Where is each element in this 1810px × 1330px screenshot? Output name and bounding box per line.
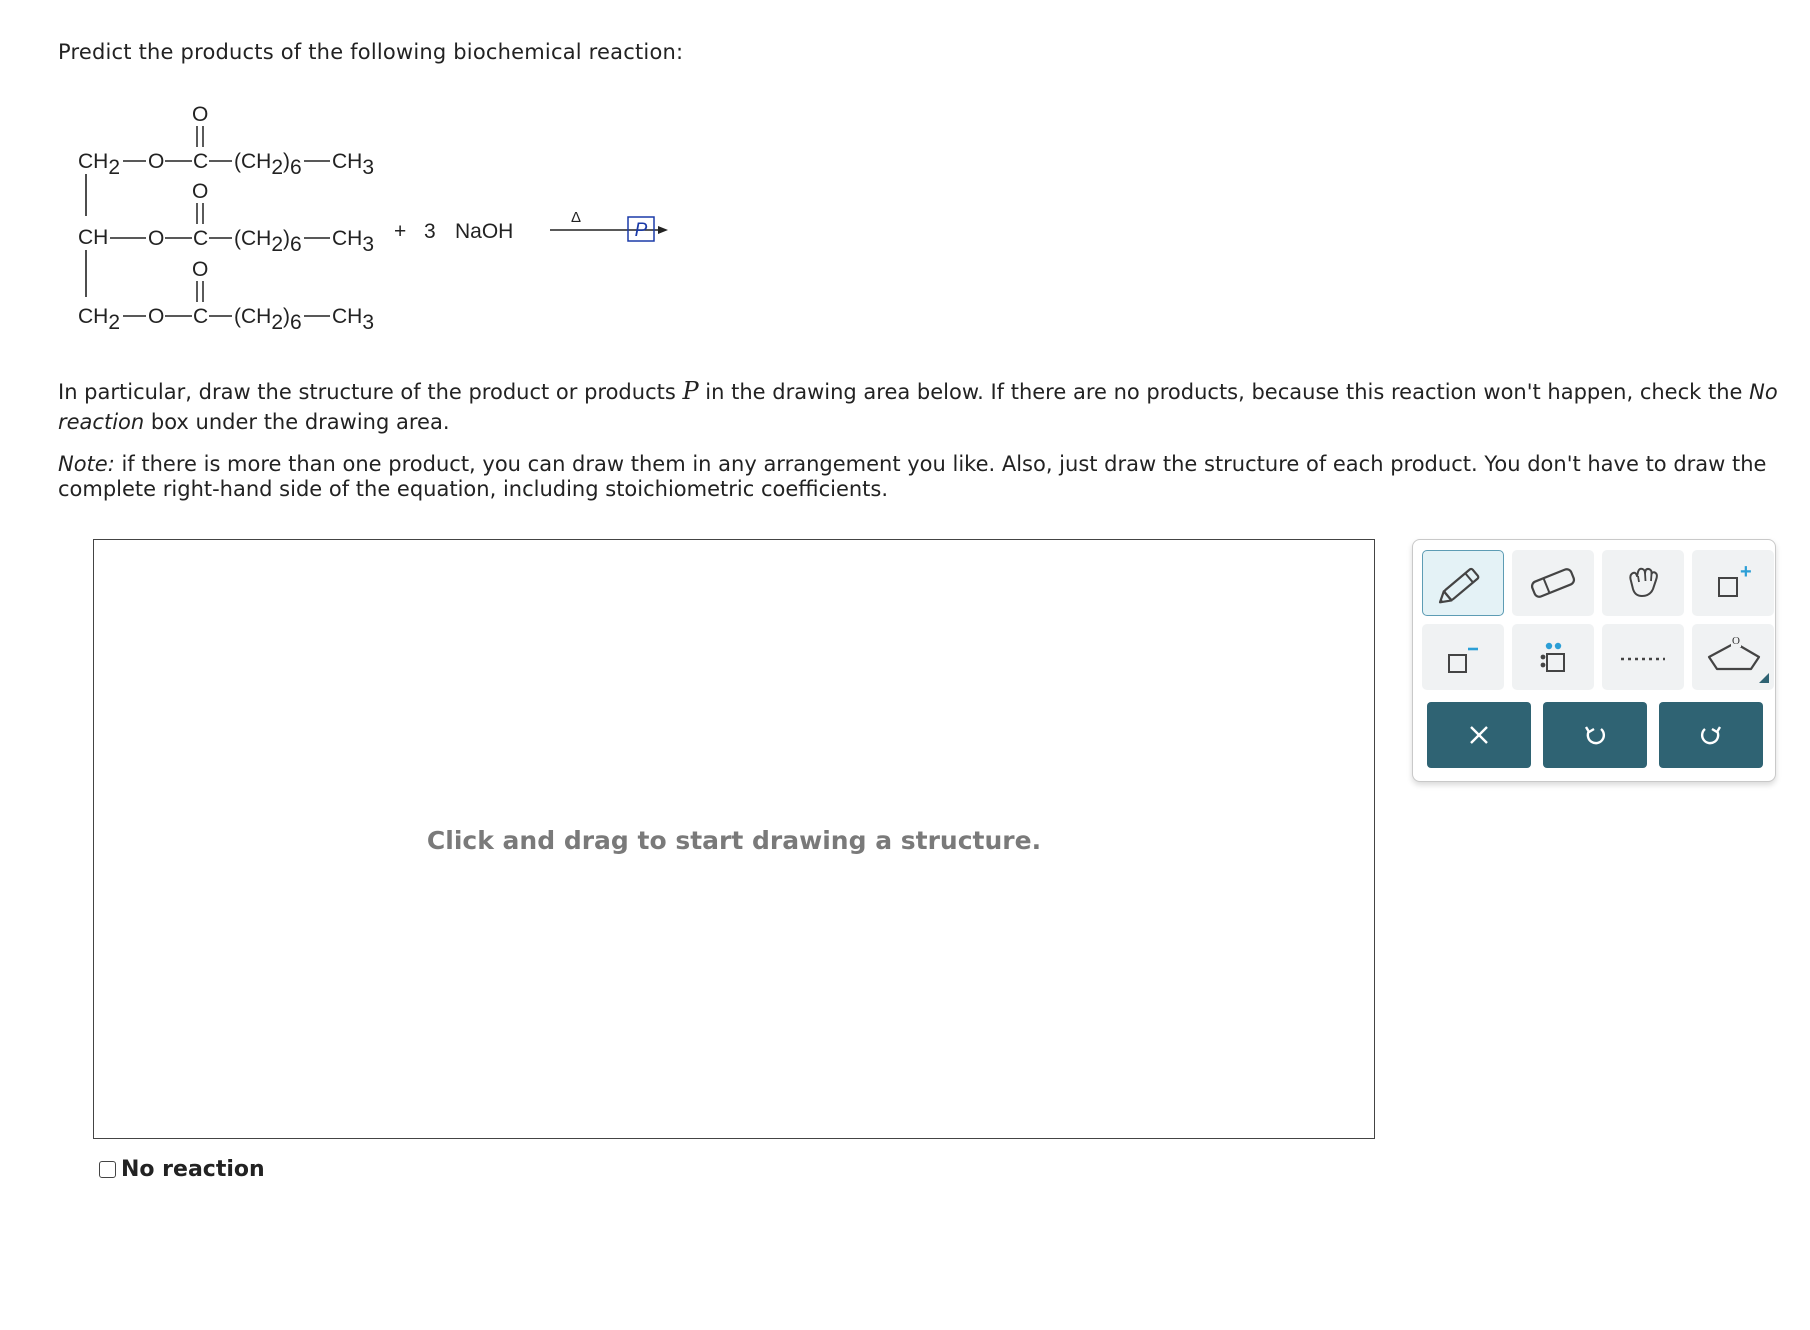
question-prompt: Predict the products of the following biochemical reaction: bbox=[58, 40, 684, 64]
reaction-svg bbox=[60, 90, 760, 350]
row2-ch: CH bbox=[78, 226, 109, 249]
eraser-tool[interactable] bbox=[1512, 550, 1594, 616]
lone-pair-icon bbox=[1531, 635, 1575, 679]
positive-charge-tool[interactable] bbox=[1692, 550, 1774, 616]
eraser-icon bbox=[1528, 563, 1578, 603]
product-label: P bbox=[634, 220, 648, 241]
product-variable: P bbox=[682, 377, 699, 405]
no-reaction-option[interactable] bbox=[99, 1157, 265, 1182]
product-box bbox=[628, 217, 654, 241]
reagent-naoh: NaOH bbox=[455, 220, 514, 243]
ring-template-tool[interactable] bbox=[1692, 624, 1774, 690]
row3-o: O bbox=[148, 305, 165, 328]
clear-button[interactable] bbox=[1427, 702, 1531, 768]
reaction-scheme bbox=[60, 90, 760, 350]
undo-icon bbox=[1581, 721, 1609, 749]
row2-c: C bbox=[193, 227, 209, 250]
dotted-bond-tool[interactable] bbox=[1602, 624, 1684, 690]
reactant-row-3 bbox=[78, 258, 374, 334]
drawing-canvas[interactable] bbox=[93, 539, 1375, 1139]
row2-o: O bbox=[148, 227, 165, 250]
hand-tool[interactable] bbox=[1602, 550, 1684, 616]
row3-terminal: CH3 bbox=[332, 305, 375, 334]
clear-icon bbox=[1466, 722, 1492, 748]
positive-charge-icon bbox=[1711, 561, 1755, 605]
negative-charge-tool[interactable] bbox=[1422, 624, 1504, 690]
plus-sign: + bbox=[394, 220, 407, 243]
canvas-hint: Click and drag to start drawing a structure. bbox=[426, 826, 1042, 855]
row2-terminal: CH3 bbox=[332, 227, 375, 256]
pencil-icon bbox=[1437, 561, 1489, 605]
heat-condition: Δ bbox=[571, 209, 582, 226]
drawing-toolbar bbox=[1412, 539, 1776, 782]
redo-icon bbox=[1697, 721, 1725, 749]
undo-button[interactable] bbox=[1543, 702, 1647, 768]
row1-chain: (CH2)6 bbox=[234, 150, 302, 179]
lone-pair-tool[interactable] bbox=[1512, 624, 1594, 690]
row3-chain: (CH2)6 bbox=[234, 305, 302, 334]
row2-chain: (CH2)6 bbox=[234, 227, 302, 256]
dotted-bond-icon bbox=[1617, 635, 1669, 679]
row2-carbonyl-o: O bbox=[192, 180, 209, 203]
row1-o: O bbox=[148, 150, 165, 173]
redo-button[interactable] bbox=[1659, 702, 1763, 768]
row1-terminal: CH3 bbox=[332, 150, 375, 179]
instructions-paragraph: In particular, draw the structure of the product or products P in the drawing area below. If there are no products, because this reaction won't happen, check the No reaction box under the drawing area. bbox=[58, 377, 1778, 434]
reactant-row-1 bbox=[78, 103, 374, 179]
pencil-tool[interactable] bbox=[1422, 550, 1504, 616]
no-reaction-label: No reaction bbox=[121, 1157, 265, 1182]
row1-carbonyl-o: O bbox=[192, 103, 209, 126]
ring-template-icon bbox=[1695, 627, 1771, 687]
hand-icon bbox=[1621, 561, 1665, 605]
row3-carbonyl-o: O bbox=[192, 258, 209, 281]
reactant-row-2 bbox=[78, 180, 374, 256]
svg-text:O: O bbox=[1732, 635, 1740, 647]
reaction-arrow bbox=[550, 209, 668, 234]
row3-ch: CH2 bbox=[78, 305, 121, 334]
no-reaction-checkbox[interactable] bbox=[99, 1161, 116, 1178]
row1-c: C bbox=[193, 150, 209, 173]
row3-c: C bbox=[193, 305, 209, 328]
negative-charge-icon bbox=[1441, 635, 1485, 679]
coefficient: 3 bbox=[424, 220, 436, 243]
row1-ch: CH2 bbox=[78, 150, 121, 179]
svg-text:+: + bbox=[1740, 561, 1752, 583]
note-paragraph: Note: if there is more than one product, you can draw them in any arrangement you like. Also, just draw the structure of each product. You don't have to draw the complete right-hand side of the equation, including stoichiometric coefficients. bbox=[58, 452, 1767, 501]
